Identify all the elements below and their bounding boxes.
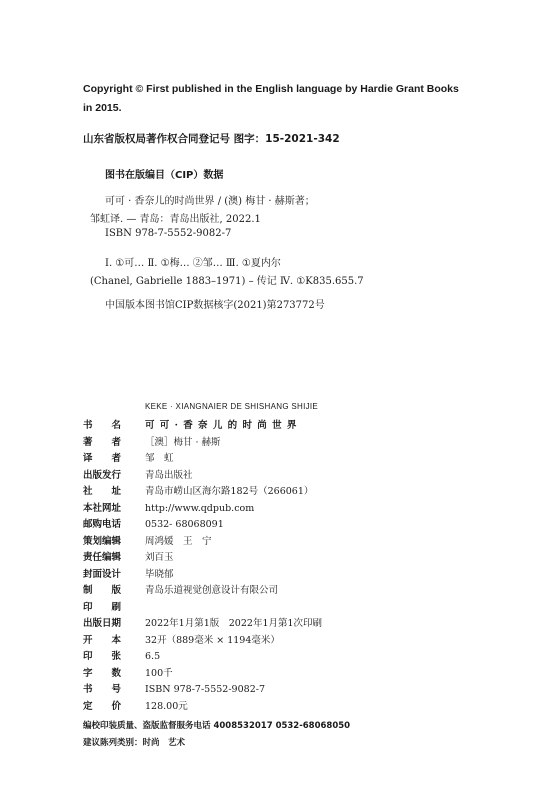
imprint-value: 32开（889毫米 × 1194毫米）: [145, 634, 280, 646]
imprint-label: 出版日期: [83, 618, 122, 629]
service-hotline: 编校印装质量、盗版监督服务电话 4008532017 0532-68068050: [83, 721, 351, 731]
imprint-label: 本社网址: [83, 502, 122, 514]
imprint-label: 印 张: [83, 651, 122, 662]
imprint-value: 6.5: [145, 651, 161, 662]
imprint-label: 制 版: [83, 585, 122, 596]
imprint-value: 周鸿媛 王 宁: [145, 535, 212, 547]
imprint-value: 毕晓郁: [145, 568, 174, 580]
cip-line-5: (Chanel, Gabrielle 1883–1971) – 传记 Ⅳ. ①K835.655.7: [90, 276, 364, 287]
imprint-value: 100千: [145, 667, 173, 679]
imprint-label: 邮购电话: [83, 519, 122, 530]
imprint-label: 社 址: [83, 486, 122, 497]
imprint-label: 策划编辑: [83, 535, 122, 547]
imprint-label: 出版发行: [83, 469, 122, 481]
copyright-registration: 山东省版权局著作权合同登记号 图字：15-2021-342: [83, 133, 340, 145]
imprint-value: 128.00元: [145, 700, 188, 712]
imprint-value: 刘百玉: [145, 552, 174, 563]
imprint-value: http://www.qdpub.com: [145, 502, 255, 514]
imprint-value: ［澳］梅甘 · 赫斯: [145, 436, 221, 448]
imprint-value: 青岛乐道视觉创意设计有限公司: [145, 585, 279, 596]
imprint-value: ISBN 978-7-5552-9082-7: [145, 684, 265, 695]
imprint-label: 定 价: [83, 700, 122, 712]
imprint-label: 封面设计: [83, 568, 122, 580]
imprint-label: 字 数: [83, 667, 122, 679]
cip-heading: 图书在版编目（CIP）数据: [105, 170, 224, 181]
imprint-value: 青岛市崂山区海尔路182号（266061）: [145, 486, 314, 497]
cip-line-2: 邹虹译. — 青岛：青岛出版社, 2022.1: [90, 214, 261, 225]
copyright-notice: Copyright © First published in the English language by Hardie Grant Books in 2015.: [83, 83, 459, 114]
imprint-label: 书 号: [83, 684, 122, 695]
imprint-label: 书 名: [83, 420, 122, 431]
imprint-label: 著 者: [83, 436, 122, 448]
imprint-value: 0532- 68068091: [145, 519, 224, 530]
imprint-label: 责任编辑: [83, 552, 122, 563]
imprint-label: 开 本: [83, 634, 122, 646]
imprint-value: 青岛出版社: [145, 469, 193, 481]
display-category: 建议陈列类别：时尚 艺术: [83, 738, 186, 748]
imprint-value: 邹 虹: [145, 453, 174, 464]
cip-line-3: ISBN 978-7-5552-9082-7: [105, 228, 232, 239]
imprint-value: 2022年1月第1版 2022年1月第1次印刷: [145, 618, 323, 629]
cip-line-6: 中国版本图书馆CIP数据核字(2021)第273772号: [105, 300, 325, 311]
imprint-label: 印 刷: [83, 601, 122, 613]
pinyin-title: KEKE · XIANGNAIER DE SHISHANG SHIJIE: [145, 402, 319, 411]
imprint-value: 可 可 · 香 奈 儿 的 时 尚 世 界: [145, 420, 298, 431]
imprint-label: 译 者: [83, 453, 122, 464]
cip-line-4: Ⅰ. ①可… Ⅱ. ①梅… ②邹… Ⅲ. ①夏内尔: [105, 258, 281, 269]
cip-line-1: 可可 · 香奈儿的时尚世界 / (澳) 梅甘 · 赫斯著；: [105, 196, 315, 207]
